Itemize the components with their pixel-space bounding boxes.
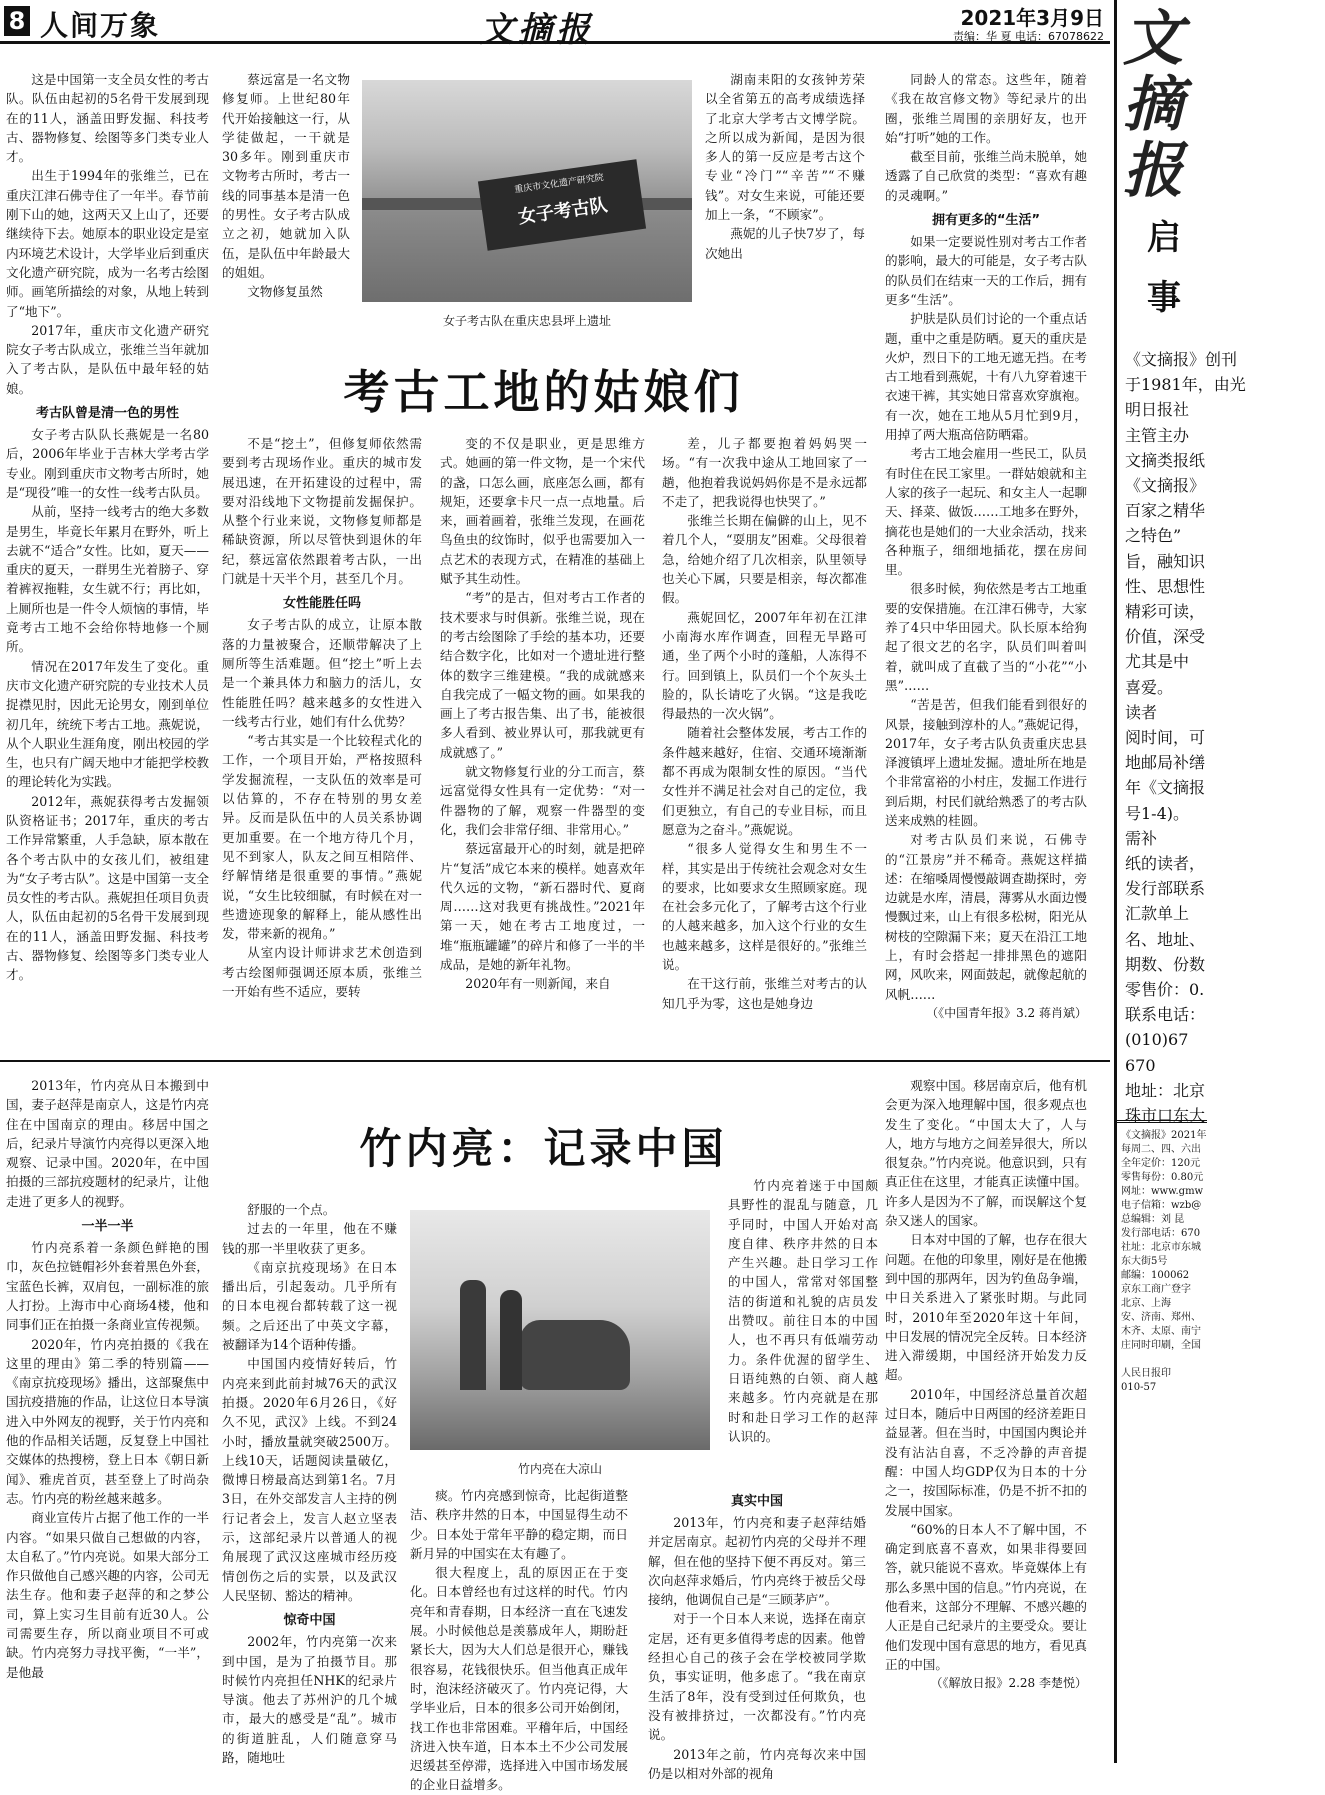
paragraph: “考古其实是一个比较程式化的工作，一个项目开始，严格按照科学发掘流程，一支队伍的效率是可以估算的，不存在特别的男女差异。反而是队伍中的人员关系协调更加重要。在一个地方待几个月，见不到家人，队友之间互相陪伴、纾解情绪是很重要的事情。”燕妮说，“女生比较细腻，有时候在对一些遗迹现象的解释上，能从感性出发，带来新的视角。” bbox=[222, 733, 422, 942]
info-line: 社址：北京市东城 bbox=[1121, 1242, 1201, 1253]
article2-column-3b bbox=[410, 1486, 628, 1795]
notice-title-char: 事 bbox=[1147, 278, 1181, 318]
notice-line: 精彩可读， bbox=[1125, 602, 1206, 621]
paragraph: 2013年，竹内亮和妻子赵萍结婚并定居南京。起初竹内亮的父母并不理解，但在他的坚持下便不再反对。第三次向赵萍求婚后，竹内亮终于被岳父母接纳，他调侃自己是“三顾茅庐”。 bbox=[648, 1515, 866, 1608]
photo-person bbox=[460, 1280, 486, 1390]
article1-photo-caption: 女子考古队在重庆忠县坪上遗址 bbox=[442, 314, 611, 328]
info-line: 安、济南、郑州、 bbox=[1121, 1312, 1201, 1323]
page-number: 8 bbox=[4, 6, 30, 36]
info-line: 邮编：100062 bbox=[1121, 1270, 1190, 1281]
info-line: 人民日报印 bbox=[1121, 1368, 1171, 1379]
article-divider bbox=[0, 1060, 1110, 1062]
paragraph: 2012年，燕妮获得考古发掘领队资格证书；2017年，重庆的考古工作异常繁重，人手急缺，原本散在各个考古队中的女孩儿们，被组建为“女子考古队”。这是中国第一支全员女性的考古队。燕妮担任项目负责人，队伍由起初的5名骨干发展到现在的11人，涵盖田野发掘、科技考古、器物修复、绘图等多门类专业人才。 bbox=[6, 793, 209, 983]
paragraph: 差，儿子都要抱着妈妈哭一场。“有一次我中途从工地回家了一趟，他抱着我说妈妈你是不是永远都不走了，把我说得也快哭了。” bbox=[662, 436, 867, 509]
paragraph: 湖南耒阳的女孩钟芳荣以全省第五的高考成绩选择了北京大学考古文博学院。之所以成为新闻，是因为很多人的第一反应是考古这个专业“冷门”“辛苦”“不赚钱”。对女生来说，可能还要加上一条，“不顾家”。 bbox=[705, 72, 865, 223]
notice-line: 期数、份数 bbox=[1125, 954, 1206, 974]
paragraph: 痰。竹内亮感到惊奇，比起街道整洁、秩序井然的日本，中国显得生动不少。日本处于常年平静的稳定期，而日新月异的中国实在太有趣了。 bbox=[410, 1488, 628, 1561]
paragraph: 燕妮回忆，2007年年初在江津小南海水库作调查，回程无旱路可通，坐了两个小时的蓬船，人冻得不行。回到镇上，队员们一个个灰头土脸的，队长请吃了火锅。“这是我吃得最热的一次火锅”。 bbox=[662, 609, 867, 722]
article1-source: （《中国青年报》3.2 蒋肖斌） bbox=[926, 1005, 1087, 1020]
article2-column-1 bbox=[6, 1076, 209, 1682]
paragraph: 观察中国。移居南京后，他有机会更为深入地理解中国，很多观点也发生了变化。“中国太大了，人与人，地方与地方之间差异很大，所以很复杂。”竹内亮说。他意识到，只有真正住在这里，才能真正读懂中国。许多人是因为不了解，而误解这个复杂又迷人的国家。 bbox=[885, 1078, 1087, 1229]
notice-title-char: 启 bbox=[1147, 218, 1181, 258]
article1-column-1 bbox=[6, 70, 209, 985]
article2-column-3c bbox=[648, 1486, 866, 1783]
paragraph: “考”的是古，但对考古工作者的技术要求与时俱新。张维兰说，现在的考古绘图除了手绘的基本功，还要结合数字化，比如对一个遗址进行整体的数字三维建模。“我的成就感来自我完成了一幅文物的画。如果我的画上了考古报告集、出了书，能被很多人看到、被业界认可，那我就更有成就感了。” bbox=[440, 590, 645, 760]
paragraph: 《南京抗疫现场》在日本播出后，引起轰动。几乎所有的日本电视台都转载了这一视频。之后还出了中英文字幕，被翻译为14个语种传播。 bbox=[222, 1259, 397, 1353]
notice-line: 阅时间，可 bbox=[1125, 728, 1206, 747]
paragraph: 截至目前，张维兰尚未脱单，她透露了自己欣赏的类型：“喜欢有趣的灵魂啊。” bbox=[885, 149, 1087, 203]
info-line: 《文摘报》2021年 bbox=[1121, 1130, 1207, 1141]
publication-info-box bbox=[1117, 1120, 1207, 1710]
paragraph: 日本对中国的了解，也存在很大问题。在他的印象里，刚好是在他搬到中国的那两年，因为钓鱼岛争端，中日关系进入了紧张时期。与此同时，2010年至2020年这十年间，中日发展的情况完全反转。日本经济进入滞缓期，中国经济开始发力反超。 bbox=[885, 1232, 1087, 1383]
paragraph: 考古工地会雇用一些民工，队员有时住在民工家里。一群姑娘就和主人家的孩子一起玩、和女主人一起聊天、择菜、做饭……工地多在野外，摘花也是她们的一大业余活动，找来各种瓶子，细细地插花，摆在房间里。 bbox=[885, 446, 1087, 578]
paragraph: 文物修复虽然 bbox=[247, 284, 323, 300]
paragraph: “苦是苦，但我们能看到很好的风景，接触到淳朴的人。”燕妮记得，2017年，女子考古队负责重庆忠县泽渡镇坪上遗址发掘。遗址所在地是个非常富裕的小村庄，发掘工作进行到后期，村民们就给熟悉了的考古队送来成熟的桂圆。 bbox=[885, 697, 1087, 828]
section-title: 人间万象 bbox=[40, 9, 161, 42]
photo-banner: 重庆市文化遗产研究院 女子考古队 bbox=[478, 159, 646, 251]
paragraph: 蔡远富是一名文物修复师。上世纪80年代开始接触这一行，从学徒做起，一干就是30多年。刚到重庆市文物考古所时，考古一线的同事基本是清一色的男性。女子考古队成立之初，她就加入队伍，是队伍中年龄最大的姐姐。 bbox=[222, 72, 350, 280]
photo-ox bbox=[520, 1320, 630, 1390]
article2-photo-caption: 竹内亮在大凉山 bbox=[517, 1462, 602, 1476]
paragraph: 张维兰长期在偏僻的山上，见不着几个人，“耍朋友”困难。父母很着急，给她介绍了几次相亲，队里领导也关心下属，只要是相亲，每次都准假。 bbox=[662, 513, 867, 606]
notice-line: 珠市口东大 bbox=[1125, 1106, 1206, 1125]
paragraph: 2020年有一则新闻，来自 bbox=[465, 976, 611, 992]
paragraph: 女子考古队的成立，让原本散落的力量被聚合，还顺带解决了上厕所等生活难题。但“挖土”听上去是一个兼具体力和脑力的活儿，女性能胜任吗？越来越多的女性进入一线考古行业，她们有什么优势？ bbox=[222, 617, 422, 729]
article1-row2-column-2 bbox=[440, 434, 645, 994]
info-line: 北京、上海 bbox=[1121, 1298, 1171, 1309]
notice-line: 于1981年，由光 bbox=[1125, 375, 1246, 395]
notice-line: 地址：北京 bbox=[1125, 1080, 1206, 1100]
info-line: 庄同时印刷，全国 bbox=[1121, 1340, 1201, 1351]
paragraph: 过去的一年里，他在不赚钱的那一半里收获了更多。 bbox=[222, 1221, 397, 1256]
paragraph: 商业宣传片占据了他工作的一半内容。“如果只做自己想做的内容，太自私了。”竹内亮说。如果大部分工作只做他自己感兴趣的内容，公司无法生存。他和妻子赵萍的和之梦公司，算上实习生目前有近30人。公司需要生存，所以商业项目不可或缺。竹内亮努力寻找平衡，“一半”，是他最 bbox=[6, 1510, 209, 1680]
paragraph: 在干这行前，张维兰对考古的认知几乎为零，这也是她身边 bbox=[662, 976, 867, 1011]
notice-line: 性、思想性 bbox=[1125, 576, 1206, 596]
paragraph: 2017年，重庆市文化遗产研究院女子考古队成立，张维兰当年就加入了考古队，是队伍中最年轻的姑娘。 bbox=[6, 322, 209, 396]
sidebar-logo: 文摘报 bbox=[1123, 4, 1183, 206]
notice-line: 百家之精华 bbox=[1125, 501, 1206, 521]
notice-line: 明日报社 bbox=[1125, 400, 1190, 420]
paragraph: 2002年，竹内亮第一次来到中国，是为了拍摄节目。那时候竹内亮担任NHK的纪录片导演。他去了苏州沪的几个城市，最大的感受是“乱”。城市的街道脏乱，人们随意穿马路，随地吐 bbox=[222, 1634, 397, 1766]
info-line: 每周二、四、六出 bbox=[1121, 1144, 1201, 1155]
info-line: 零售每份：0.80元 bbox=[1121, 1172, 1204, 1183]
notice-line: 纸的读者， bbox=[1125, 854, 1206, 873]
article1-column-4 bbox=[885, 70, 1087, 1023]
paragraph: 不是“挖土”，但修复师依然需要到考古现场作业。重庆的城市发展迅速，在开拓建设的过程中，需要对沿线地下文物提前发掘保护。从整个行业来说，文物修复师都是稀缺资源，所以尽管快到退休的年纪，蔡远富依然跟着考古队，一出门就是十天半个月，甚至几个月。 bbox=[222, 436, 422, 587]
editor-info: 责编：华 夏 电话：67078622 bbox=[953, 30, 1104, 43]
publication-date: 2021年3月9日 bbox=[960, 6, 1104, 30]
article1-row2-column-3 bbox=[662, 434, 867, 1013]
paragraph: 随着社会整体发展，考古工作的条件越来越好，住宿、交通环境渐渐都不再成为限制女性的原因。“当代女性并不满足社会对自己的定位，我们更独立，有自己的专业目标，而且愿意为之奋斗。”燕妮说。 bbox=[662, 725, 867, 837]
paragraph: 蔡远富最开心的时刻，就是把碎片“复活”成它本来的模样。她喜欢年代久远的文物，“新石器时代、夏商周……这对我更有挑战性。”2021年第一天，她在考古工地度过，一堆“瓶瓶罐罐”的碎片和修了一半的半成品，是她的新年礼物。 bbox=[440, 841, 645, 973]
notice-line: 联系电话： bbox=[1125, 1005, 1206, 1025]
info-line: 木齐、太原、南宁 bbox=[1121, 1326, 1201, 1337]
info-line: 010-57 bbox=[1121, 1382, 1157, 1393]
paragraph: 对考古队员们来说，石佛寺的“江景房”并不稀奇。燕妮这样描述：在缩嗓周慢慢敲调查勘探时，旁边就是水库，清晨，薄雾从水面边慢慢飘过来，山上有很多松树，阳光从树枝的空隙漏下来；夏天在沿江工地上，有时会搭起一排排黑色的遮阳网，风吹来，网面鼓起，就像起航的风帆…… bbox=[885, 832, 1087, 1002]
article1-subhead-life: 拥有更多的“生活” bbox=[931, 213, 1041, 229]
article2-column-3 bbox=[728, 1176, 878, 1446]
article2-column-2 bbox=[222, 1200, 397, 1767]
paragraph: 中国国内疫情好转后，竹内亮来到此前封城76天的武汉拍摄。2020年6月26日，《好久不见，武汉》上线。不到24小时，播放量就突破2500万。上线10天，话题阅读量破亿，微博日榜最高达到第1名。7月3日，在外交部发言人主持的例行记者会上，发言人赵立坚表示，这部纪录片以普通人的视角展现了武汉这座城市经历疫情创伤之后的实景，以及武汉人民坚韧、豁达的精神。 bbox=[222, 1356, 397, 1603]
paragraph: 就文物修复行业的分工而言，蔡远富觉得女性具有一定优势：“对一件器物的了解，观察一件器型的变化，我们会非常仔细、非常用心。” bbox=[440, 764, 645, 837]
masthead bbox=[0, 0, 1110, 50]
paragraph: 2013年之前，竹内亮每次来中国仍是以相对外部的视角 bbox=[648, 1746, 866, 1781]
paper-logo: 文摘报 bbox=[480, 10, 594, 50]
info-line: 京东工商广登字 bbox=[1121, 1284, 1191, 1295]
notice-line: 《文摘报》创刊 bbox=[1125, 350, 1238, 369]
photo-person bbox=[500, 1290, 522, 1390]
article2-subhead-3: 真实中国 bbox=[730, 1494, 783, 1509]
paragraph: 很大程度上，乱的原因正在于变化。日本曾经也有过这样的时代。竹内亮年和青春期，日本经济一直在飞速发展。小时候他总是羡慕成年人，期盼赶紧长大，因为大人们总是很开心，赚钱很容易，花钱很快乐。但当他真正成年时，泡沫经济破灭了。竹内亮记得，大学毕业后，日本的很多公司开始倒闭，找工作也非常困难。平稽年后，中国经济进入快车道，日本本土不少公司发展迟缓甚至停滞，选择进入中国市场发展的企业日益增多。 bbox=[410, 1565, 628, 1793]
notice-line: (010)67 bbox=[1125, 1030, 1189, 1050]
paragraph: 竹内亮系着一条颜色鲜艳的围巾，灰色拉链帽衫外套着黑色外套，宝蓝色长裤，双肩包，一副标准的旅人打扮。上海市中心商场4楼，他和同事们正在拍摄一条商业宣传视频。 bbox=[6, 1240, 209, 1333]
notice-line: 价值，深受 bbox=[1125, 627, 1206, 647]
article2-headline: 竹内亮：记录中国 bbox=[359, 1124, 728, 1173]
paragraph: 变的不仅是职业，更是思维方式。她画的第一件文物，是一个宋代的盏，口怎么画，底座怎么画，都有规矩，还要拿卡尺一点一点地量。后来，画着画着，张维兰发现，在画花鸟鱼虫的纹饰时，似乎也需要加入一点艺术的表现方式，在精准的基础上赋予其生动性。 bbox=[440, 436, 645, 587]
sidebar-notice bbox=[1114, 0, 1246, 1763]
notice-line: 地邮局补缮 bbox=[1125, 753, 1206, 773]
paragraph: “60%的日本人不了解中国，不确定到底喜不喜欢，如果非得要回答，就只能说不喜欢。毕竟媒体上有那么多黑中国的信息。”竹内亮说，在他看来，这部分不理解、不感兴趣的人正是自己纪录片的主要受众。要让他们发现中国有意思的地方，看见真正的中国。 bbox=[885, 1521, 1087, 1672]
notice-line: 零售价：0. bbox=[1125, 980, 1205, 999]
info-line: 总编辑：刘 昆 bbox=[1121, 1214, 1185, 1225]
notice-line: 尤其是中 bbox=[1125, 652, 1190, 672]
article1-subhead-1: 考古队曾是清一色的男性 bbox=[35, 406, 179, 422]
article2-subhead-2: 惊奇中国 bbox=[283, 1613, 336, 1629]
article2-subhead-1: 一半一半 bbox=[81, 1219, 134, 1235]
paragraph: “很多人觉得女生和男生不一样，其实是出于传统社会观念对女生的要求，比如要求女生照顾家庭。现在社会多元化了，了解考古这个行业的人越来越多，加入这个行业的女生也越来越多，这样是很好的。”张维兰说。 bbox=[662, 841, 867, 973]
paragraph: 如果一定要说性别对考古工作者的影响，最大的可能是，女子考古队的队员们在结束一天的工作后，拥有更多“生活”。 bbox=[885, 234, 1087, 307]
notice-line: 旨，融知识 bbox=[1125, 551, 1206, 571]
notice-line: 主管主办 bbox=[1125, 425, 1190, 445]
info-line: 电子信箱：wzb@ bbox=[1121, 1200, 1202, 1211]
paragraph: 这是中国第一支全员女性的考古队。队伍由起初的5名骨干发展到现在的11人，涵盖田野发掘、科技考古、器物修复、绘图等多门类专业人才。 bbox=[6, 72, 209, 165]
paragraph: 从前，坚持一线考古的绝大多数是男生，毕竟长年累月在野外，听上去就不“适合”女性。比如，夏天——重庆的夏天，一群男生光着膀子、穿着裤衩拖鞋，女生就不行；再比如，上厕所也是一件令人烦恼的事情，毕竟考古工地不会给你特地修一个厕所。 bbox=[6, 504, 209, 655]
article1-headline: 考古工地的姑娘们 bbox=[343, 365, 744, 419]
article2-photo bbox=[410, 1210, 710, 1450]
notice-line: 喜爱。 bbox=[1125, 677, 1174, 697]
notice-line: 号1-4)。 bbox=[1125, 803, 1190, 823]
notice-line: 读者 bbox=[1125, 702, 1158, 722]
paragraph: 护肤是队员们讨论的一个重点话题，重中之重是防晒。夏天的重庆是火炉，烈日下的工地无遮无挡。在考古工地看到燕妮，十有八九穿着速干衣速干裤，其实她日常喜欢穿旗袍。有一次，她在工地从5月忙到9月，用掉了两大瓶高倍防晒霜。 bbox=[885, 311, 1087, 443]
notice-line: 《文摘报》 bbox=[1125, 476, 1206, 495]
info-line: 网址：www.gmw bbox=[1121, 1186, 1204, 1197]
info-line: 全年定价：120元 bbox=[1121, 1158, 1201, 1169]
paragraph: 竹内亮着迷于中国颇具野性的混乱与随意，几乎同时，中国人开始对高度自律、秩序井然的日本产生兴趣。赴日学习工作的中国人，常常对邻国整洁的街道和礼貌的店员发出赞叹。前往日本的中国人，也不再只有低端劳动力。条件优渥的留学生、日语纯熟的白领、商人越来越多。竹内亮就是在那时和赴日学习工作的赵萍认识的。 bbox=[728, 1178, 878, 1444]
notice-line: 670 bbox=[1125, 1055, 1156, 1075]
paragraph: 同龄人的常态。这些年，随着《我在故宫修文物》等纪录片的出圈，张维兰周围的亲朋好友，也开始“打听”她的工作。 bbox=[885, 72, 1087, 145]
paragraph: 燕妮的儿子快7岁了，每次她出 bbox=[705, 226, 865, 261]
info-line: 东大街5号 bbox=[1121, 1256, 1168, 1267]
paragraph: 很多时候，狗依然是考古工地重要的安保措施。在江津石佛寺，大家养了4只中华田园犬。队长原本给狗起了很文艺的名字，队员们叫着叫着，就叫成了直截了当的“小花”“小黑”…… bbox=[885, 581, 1087, 693]
article1-row2-column-1 bbox=[222, 434, 422, 1001]
paragraph: 女子考古队队长燕妮是一名80后，2006年毕业于吉林大学考古学专业。刚到重庆市文物考古所时，她是“现役”唯一的女性一线考古队员。 bbox=[6, 427, 209, 500]
paragraph: 从室内设计师讲求艺术创造到考古绘图师强调还原本质，张维兰一开始有些不适应，要转 bbox=[222, 945, 422, 1000]
paragraph: 2013年，竹内亮从日本搬到中国，妻子赵萍是南京人，这是竹内亮住在中国南京的理由。移居中国之后，纪录片导演竹内亮得以更深入地观察、记录中国。2020年，在中国拍摄的三部抗疫题材的纪录片，让他走进了更多人的视野。 bbox=[6, 1078, 209, 1209]
article1-photo bbox=[362, 80, 692, 302]
article1-column-3 bbox=[705, 70, 865, 263]
article1-column-2 bbox=[222, 70, 350, 302]
article2-column-4 bbox=[885, 1076, 1087, 1694]
paragraph: 舒服的一个点。 bbox=[247, 1202, 336, 1217]
paragraph: 对于一个日本人来说，选择在南京定居，还有更多值得考虑的因素。他曾经担心自己的孩子会在学校被同学欺负，事实证明，他多虑了。“我在南京生活了8年，没有受到过任何欺负，也没有被排挤过，一次都没有。”竹内亮说。 bbox=[648, 1611, 866, 1743]
paragraph: 情况在2017年发生了变化。重庆市文化遗产研究院的专业技术人员捉襟见肘，因此无论男女，刚到单位初几年，统统下考古工地。燕妮说，从个人职业生涯角度，刚出校园的学生，也只有广阔天地中才能把学校教的理论转化为实践。 bbox=[6, 658, 209, 790]
notice-line: 汇款单上 bbox=[1125, 904, 1190, 924]
notice-line: 名、地址、 bbox=[1125, 929, 1206, 949]
paragraph: 2010年，中国经济总量首次超过日本，随后中日两国的经济差距日益显著。但在当时，中国国内舆论并没有沾沾自喜，不乏冷静的声音提醒：中国人均GDP仅为日本的十分之一，按国际标准，仍是不折不扣的发展中国家。 bbox=[885, 1386, 1087, 1518]
article2-source: （《解放日报》2.28 李楚悦） bbox=[930, 1676, 1087, 1691]
notice-line: 需补 bbox=[1125, 828, 1158, 848]
article1-subhead-2: 女性能胜任吗 bbox=[282, 596, 361, 612]
paragraph: 2020年，竹内亮拍摄的《我在这里的理由》第二季的特别篇——《南京抗疫现场》播出，这部聚焦中国抗疫措施的作品，让这位日本导演进入中外网友的视野，关于竹内亮和他的作品相关话题，反复登上中国社交媒体的热搜榜，登上日本《朝日新闻》、雅虎首页，甚至登上了时尚杂志。竹内亮的粉丝越来越多。 bbox=[6, 1336, 209, 1506]
notice-line: 之特色” bbox=[1125, 526, 1182, 546]
notice-line: 年《文摘报 bbox=[1125, 778, 1206, 798]
notice-line: 文摘类报纸 bbox=[1125, 450, 1206, 470]
paragraph: 出生于1994年的张维兰，已在重庆江津石佛寺住了一年半。春节前刚下山的她，这两天又上山了，还要继续待下去。她原本的职业设定是室内环境艺术设计，大学毕业后到重庆文化遗产研究院，成为一名考古绘图师。画笔所描绘的对象，从地上转到了“地下”。 bbox=[6, 168, 209, 319]
notice-line: 发行部联系 bbox=[1125, 879, 1206, 899]
info-line: 发行部电话：670 bbox=[1121, 1228, 1201, 1239]
